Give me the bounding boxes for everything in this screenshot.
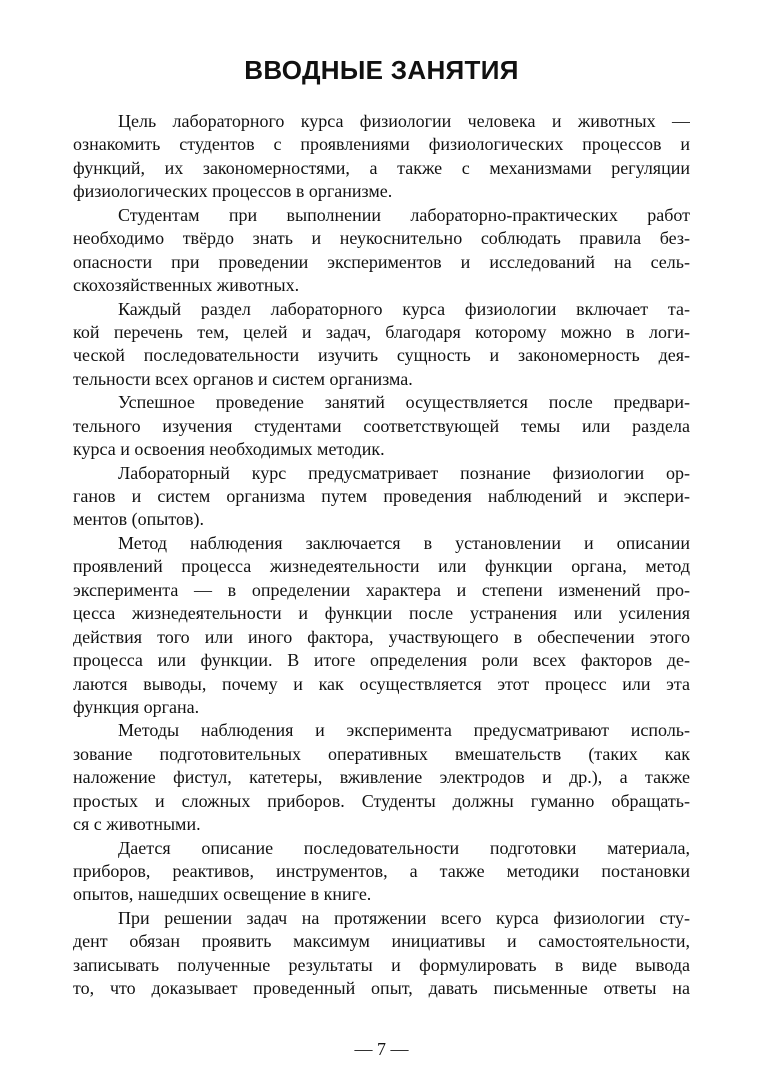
text-line: проявлений процесса жизнедеятельности или функции органа, метод <box>73 556 690 577</box>
paragraph <box>73 462 690 532</box>
text-line: дент обязан проявить максимум инициативы и самостоятельности, <box>73 931 690 952</box>
text-line: опасности при проведении экспериментов и исследований на сель- <box>73 251 690 272</box>
text-line: простых и сложных приборов. Студенты должны гуманно обращать- <box>73 790 690 811</box>
text-line: физиологических процессов в организме. <box>73 181 393 202</box>
text-line: процесса или функции. В итоге определения роли всех факторов де- <box>73 650 690 671</box>
text-line: приборов, реактивов, инструментов, а также методики постановки <box>73 861 690 881</box>
text-line: необходимо твёрдо знать и неукоснительно соблюдать правила без- <box>73 228 690 249</box>
text-line: Метод наблюдения заключается в установлении и описании <box>118 532 690 553</box>
text-line: лаются выводы, почему и как осуществляется этот процесс или эта <box>73 673 690 694</box>
text-line: цесса жизнедеятельности и функции после устранения или усиления <box>73 603 690 624</box>
paragraph <box>73 391 690 461</box>
text-line: то, что доказывает проведенный опыт, давать письменные ответы на <box>73 978 690 999</box>
text-line: функция органа. <box>73 696 200 717</box>
text-line: тельного изучения студентами соответствующей темы или раздела <box>73 415 690 436</box>
paragraph <box>73 532 690 720</box>
text-line: Цель лабораторного курса физиологии человека и животных — <box>118 111 690 131</box>
text-line: записывать полученные результаты и формулировать в виде вывода <box>73 954 690 975</box>
text-line: тельности всех органов и систем организма. <box>73 368 413 389</box>
text-line: ментов (опытов). <box>73 509 204 530</box>
page-number: — 7 — <box>354 1039 409 1059</box>
text-line: эксперимента — в определении характера и степени изменений про- <box>73 579 690 600</box>
text-line: ганов и систем организма путем проведения наблюдений и экспери- <box>73 486 690 506</box>
text-line: Методы наблюдения и эксперимента предусматривают исполь- <box>118 720 690 741</box>
text-line: ознакомить студентов с проявлениями физиологических процессов и <box>73 134 690 155</box>
text-line: Успешное проведение занятий осуществляется после предвари- <box>118 392 690 413</box>
text-line: скохозяйственных животных. <box>73 275 300 296</box>
text-line: наложение фистул, катетеры, вживление электродов и др.), а также <box>73 767 690 788</box>
paragraph <box>73 719 690 836</box>
text-line: действия того или иного фактора, участвующего в обеспечении этого <box>73 626 690 647</box>
paragraph <box>73 110 690 204</box>
text-line: кой перечень тем, целей и задач, благодаря которому можно в логи- <box>73 321 690 342</box>
text-line: Студентам при выполнении лабораторно-практических работ <box>118 204 690 225</box>
paragraph <box>73 204 690 298</box>
text-line: опытов, нашедших освещение в книге. <box>73 884 372 905</box>
text-line: ческой последовательности изучить сущность и закономерность дея- <box>73 345 690 366</box>
page-title: ВВОДНЫЕ ЗАНЯТИЯ <box>244 55 519 85</box>
text-line: функций, их закономерностями, а также с механизмами регуляции <box>73 157 690 178</box>
text-line: При решении задач на протяжении всего курса физиологии сту- <box>118 907 690 928</box>
text-line: Каждый раздел лабораторного курса физиологии включает та- <box>118 298 690 319</box>
text-line: Дается описание последовательности подготовки материала, <box>118 837 690 858</box>
paragraph <box>73 837 690 907</box>
text-line: ся с животными. <box>73 814 201 835</box>
paragraph <box>73 298 690 392</box>
text-line: зование подготовительных оперативных вмешательств (таких как <box>73 743 690 764</box>
text-line: Лабораторный курс предусматривает познание физиологии ор- <box>118 462 690 483</box>
paragraph <box>73 907 690 1001</box>
text-line: курса и освоения необходимых методик. <box>73 439 385 460</box>
body-text <box>73 110 690 1001</box>
